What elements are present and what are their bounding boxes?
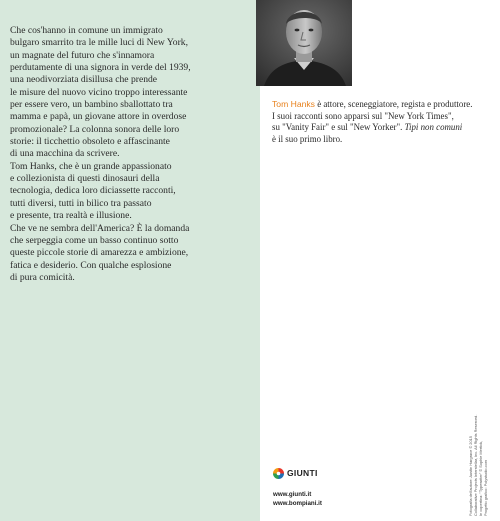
blurb-line: queste piccole storie di amarezza e ambizione, bbox=[10, 247, 189, 259]
bio-line: I suoi racconti sono apparsi sul "New York Times", bbox=[272, 110, 454, 121]
url-giunti: www.giunti.it bbox=[273, 491, 312, 498]
blurb-line: bulgaro smarrito tra le mille luci di New York, bbox=[10, 37, 188, 49]
blurb-line: e presente, tra realtà e illusione. bbox=[10, 210, 132, 222]
bio-line bbox=[272, 99, 497, 111]
blurb-line: perdutamente di una signora in verde del 1939, bbox=[10, 62, 191, 74]
blurb-line: tecnologia, dedica loro diciassette racconti, bbox=[10, 185, 176, 197]
author-portrait-icon bbox=[256, 0, 352, 86]
blurb-line: che serpeggia come un basso continuo sotto bbox=[10, 234, 179, 246]
photo-credits bbox=[468, 376, 496, 516]
giunti-logo-icon bbox=[273, 468, 284, 479]
blurb-line: per essere vero, un bambino sballottato tra bbox=[10, 99, 173, 111]
publisher-logo bbox=[273, 467, 318, 479]
blurb-line: di pura comicità. bbox=[10, 271, 75, 283]
blurb-line: di una macchina da scrivere. bbox=[10, 148, 120, 160]
blurb-line: storie: il ticchettio obsoleto e affascinante bbox=[10, 136, 170, 148]
url-bompiani: www.bompiani.it bbox=[273, 500, 322, 507]
author-bio bbox=[272, 99, 497, 146]
credit-line: In copertina: "Typewriter" © Sophie Mertick, bbox=[478, 440, 483, 516]
credit-line: Progetto grafico: Polystudio.com bbox=[483, 459, 488, 516]
blurb-line: Che ve ne sembra dell'America? È la domanda bbox=[10, 222, 190, 234]
blurb-line: fatica e desiderio. Con qualche esplosione bbox=[10, 259, 172, 271]
publisher-name: GIUNTI bbox=[287, 468, 318, 478]
blurb-line: tutti diversi, tutti in bilico tra passato bbox=[10, 197, 152, 209]
blurb-line: Che cos'hanno in comune un immigrato bbox=[10, 25, 163, 36]
bio-line: è il suo primo libro. bbox=[272, 134, 343, 145]
author-photo bbox=[256, 0, 352, 86]
blurb-line: una neodivorziata disillusa che prende bbox=[10, 74, 158, 86]
credit-line: Fotografia dell'autore: Austin Hargrave © 2015 bbox=[468, 436, 473, 516]
blurb-line: promozionale? La colonna sonora delle loro bbox=[10, 123, 180, 135]
credit-line: Collaborative Projects Interstellar, Inc. All Rights Reserved. bbox=[473, 414, 478, 516]
bio-text: su "Vanity Fair" e sul "New Yorker". bbox=[272, 122, 405, 133]
author-name: Tom Hanks bbox=[272, 99, 315, 109]
publisher-urls bbox=[273, 490, 322, 508]
blurb-line: Tom Hanks, che è un grande appassionato bbox=[10, 160, 172, 172]
bio-text: è attore, sceneggiatore, regista e produttore. bbox=[314, 99, 473, 109]
blurb-text bbox=[10, 25, 260, 284]
blurb-line: e collezionista di questi dinosauri della bbox=[10, 173, 160, 185]
bio-line bbox=[272, 122, 497, 134]
blurb-line: un magnate del futuro che s'innamora bbox=[10, 49, 155, 61]
blurb-line: mamma e papà, un giovane attore in overdose bbox=[10, 111, 187, 123]
blurb-line: le misure del nuovo vicino troppo interessante bbox=[10, 86, 188, 98]
book-title: Tipi non comuni bbox=[404, 122, 463, 133]
